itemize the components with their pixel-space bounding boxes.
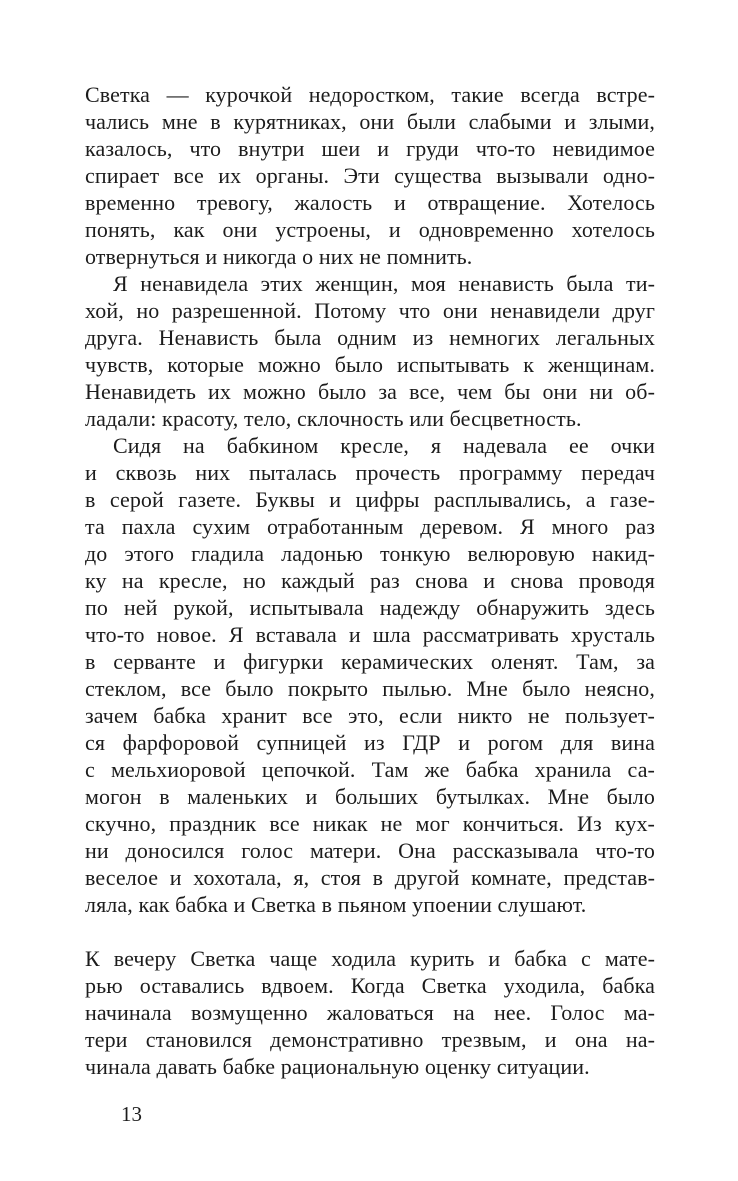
text-line: ляла, как бабка и Светка в пьяном упоении слушают. xyxy=(85,892,587,917)
text-line: друга. Ненависть была одним из немногих легальных xyxy=(85,325,655,350)
page-number: 13 xyxy=(121,1102,142,1126)
text-line: до этого гладила ладонью тонкую велюровую накид- xyxy=(85,541,655,566)
text-line: чались мне в курятниках, они были слабыми и злыми, xyxy=(85,109,655,134)
text-line: в серванте и фигурки керамических оленят. Там, за xyxy=(85,649,655,674)
text-line: Светка — курочкой недоростком, такие всегда встре- xyxy=(85,82,655,107)
text-line: чувств, которые можно было испытывать к женщинам. xyxy=(85,352,655,377)
text-line: тери становился демонстративно трезвым, и она на- xyxy=(85,1027,655,1052)
text-line: отвернуться и никогда о них не помнить. xyxy=(85,244,473,269)
text-line: могон в маленьких и больших бутылках. Мне было xyxy=(85,784,655,809)
paragraph xyxy=(85,432,655,918)
text-line: К вечеру Светка чаще ходила курить и бабка с мате- xyxy=(85,946,655,971)
text-line: скучно, праздник все никак не мог кончиться. Из кух- xyxy=(85,811,655,836)
text-block xyxy=(85,81,655,1080)
text-line: понять, как они устроены, и одновременно хотелось xyxy=(85,217,655,242)
text-line: что-то новое. Я вставала и шла рассматривать хрусталь xyxy=(85,622,655,647)
text-line: Ненавидеть их можно было за все, чем бы они ни об- xyxy=(85,379,655,404)
text-line: хой, но разрешенной. Потому что они ненавидели друг xyxy=(85,298,655,323)
text-line: чинала давать бабке рациональную оценку ситуации. xyxy=(85,1054,590,1079)
text-line: ся фарфоровой супницей из ГДР и рогом для вина xyxy=(85,730,655,755)
paragraph xyxy=(85,81,655,270)
text-line: веселое и хохотала, я, стоя в другой комнате, представ- xyxy=(85,865,655,890)
paragraph xyxy=(85,270,655,432)
text-line: Я ненавидела этих женщин, моя ненависть была ти- xyxy=(113,271,655,296)
text-line: казалось, что внутри шеи и груди что-то невидимое xyxy=(85,136,655,161)
text-line: начинала возмущенно жаловаться на нее. Голос ма- xyxy=(85,1000,655,1025)
text-line: стеклом, все было покрыто пылью. Мне было неясно, xyxy=(85,676,655,701)
text-line: с мельхиоровой цепочкой. Там же бабка хранила са- xyxy=(85,757,655,782)
text-line: по ней рукой, испытывала надежду обнаружить здесь xyxy=(85,595,655,620)
paragraph xyxy=(85,945,655,1080)
text-line: ладали: красоту, тело, склочность или бесцветность. xyxy=(85,406,582,431)
text-line: в серой газете. Буквы и цифры расплывались, а газе- xyxy=(85,487,655,512)
text-line: та пахла сухим отработанным деревом. Я много раз xyxy=(85,514,655,539)
text-line: временно тревогу, жалость и отвращение. Хотелось xyxy=(85,190,655,215)
text-line: ни доносился голос матери. Она рассказывала что-то xyxy=(85,838,655,863)
text-line: спирает все их органы. Эти существа вызывали одно- xyxy=(85,163,655,188)
text-line: ку на кресле, но каждый раз снова и снова проводя xyxy=(85,568,655,593)
text-line: и сквозь них пыталась прочесть программу передач xyxy=(85,460,655,485)
text-line: зачем бабка хранит все это, если никто не пользует- xyxy=(85,703,655,728)
text-line: рью оставались вдвоем. Когда Светка уходила, бабка xyxy=(85,973,655,998)
text-line: Сидя на бабкином кресле, я надевала ее очки xyxy=(113,433,655,458)
